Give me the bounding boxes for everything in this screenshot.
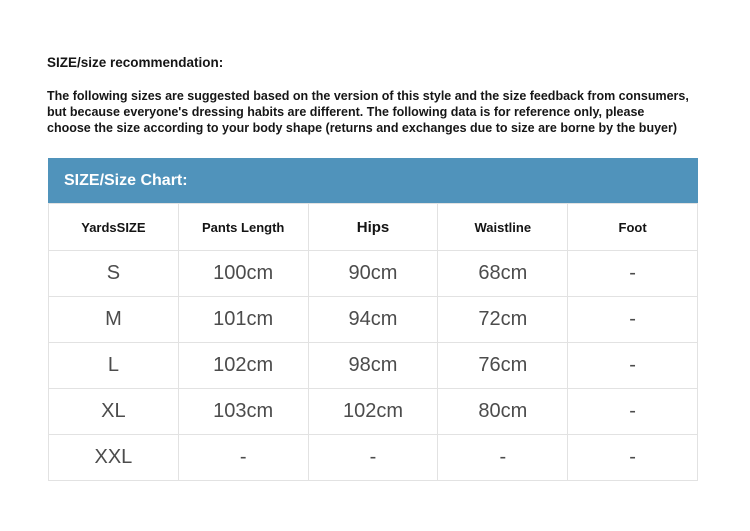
size-table-body bbox=[49, 251, 698, 481]
size-table bbox=[48, 203, 698, 481]
measurement-cell: - bbox=[568, 435, 698, 481]
measurement-cell: 68cm bbox=[438, 251, 568, 297]
measurement-cell: 76cm bbox=[438, 343, 568, 389]
table-row-s bbox=[49, 251, 698, 297]
measurement-cell: 80cm bbox=[438, 389, 568, 435]
column-header-hips: Hips bbox=[308, 204, 438, 251]
size-chart-section bbox=[48, 158, 698, 481]
measurement-cell: - bbox=[568, 343, 698, 389]
table-row-xxl bbox=[49, 435, 698, 481]
column-header-yardssize: YardsSIZE bbox=[49, 204, 179, 251]
measurement-cell: 98cm bbox=[308, 343, 438, 389]
size-chart-title: SIZE/Size Chart: bbox=[64, 171, 188, 189]
measurement-cell: - bbox=[568, 251, 698, 297]
size-label-cell: XL bbox=[49, 389, 179, 435]
size-label-cell: S bbox=[49, 251, 179, 297]
size-label-cell: L bbox=[49, 343, 179, 389]
measurement-cell: 103cm bbox=[178, 389, 308, 435]
measurement-cell: 94cm bbox=[308, 297, 438, 343]
measurement-cell: 72cm bbox=[438, 297, 568, 343]
size-table-header bbox=[49, 204, 698, 251]
size-label-cell: XXL bbox=[49, 435, 179, 481]
column-header-foot: Foot bbox=[568, 204, 698, 251]
measurement-cell: 102cm bbox=[178, 343, 308, 389]
paragraph-line-3: choose the size according to your body shape (returns and exchanges due to size are borne by the buyer) bbox=[47, 121, 678, 135]
measurement-cell: - bbox=[568, 389, 698, 435]
measurement-cell: 101cm bbox=[178, 297, 308, 343]
table-row-xl bbox=[49, 389, 698, 435]
measurement-cell: - bbox=[308, 435, 438, 481]
size-recommendation-paragraph bbox=[47, 88, 689, 136]
size-recommendation-heading: SIZE/size recommendation: bbox=[47, 55, 224, 70]
paragraph-line-2: but because everyone's dressing habits are different. The following data is for reference only, please bbox=[47, 105, 645, 119]
header-row bbox=[49, 204, 698, 251]
measurement-cell: 102cm bbox=[308, 389, 438, 435]
column-header-waistline: Waistline bbox=[438, 204, 568, 251]
column-header-pants-length: Pants Length bbox=[178, 204, 308, 251]
table-row-m bbox=[49, 297, 698, 343]
size-label-cell: M bbox=[49, 297, 179, 343]
measurement-cell: - bbox=[178, 435, 308, 481]
paragraph-line-1: The following sizes are suggested based on the version of this style and the size feedback from consumers, bbox=[47, 89, 689, 103]
measurement-cell: - bbox=[438, 435, 568, 481]
measurement-cell: 90cm bbox=[308, 251, 438, 297]
measurement-cell: 100cm bbox=[178, 251, 308, 297]
table-row-l bbox=[49, 343, 698, 389]
measurement-cell: - bbox=[568, 297, 698, 343]
size-chart-title-bar bbox=[48, 158, 698, 203]
